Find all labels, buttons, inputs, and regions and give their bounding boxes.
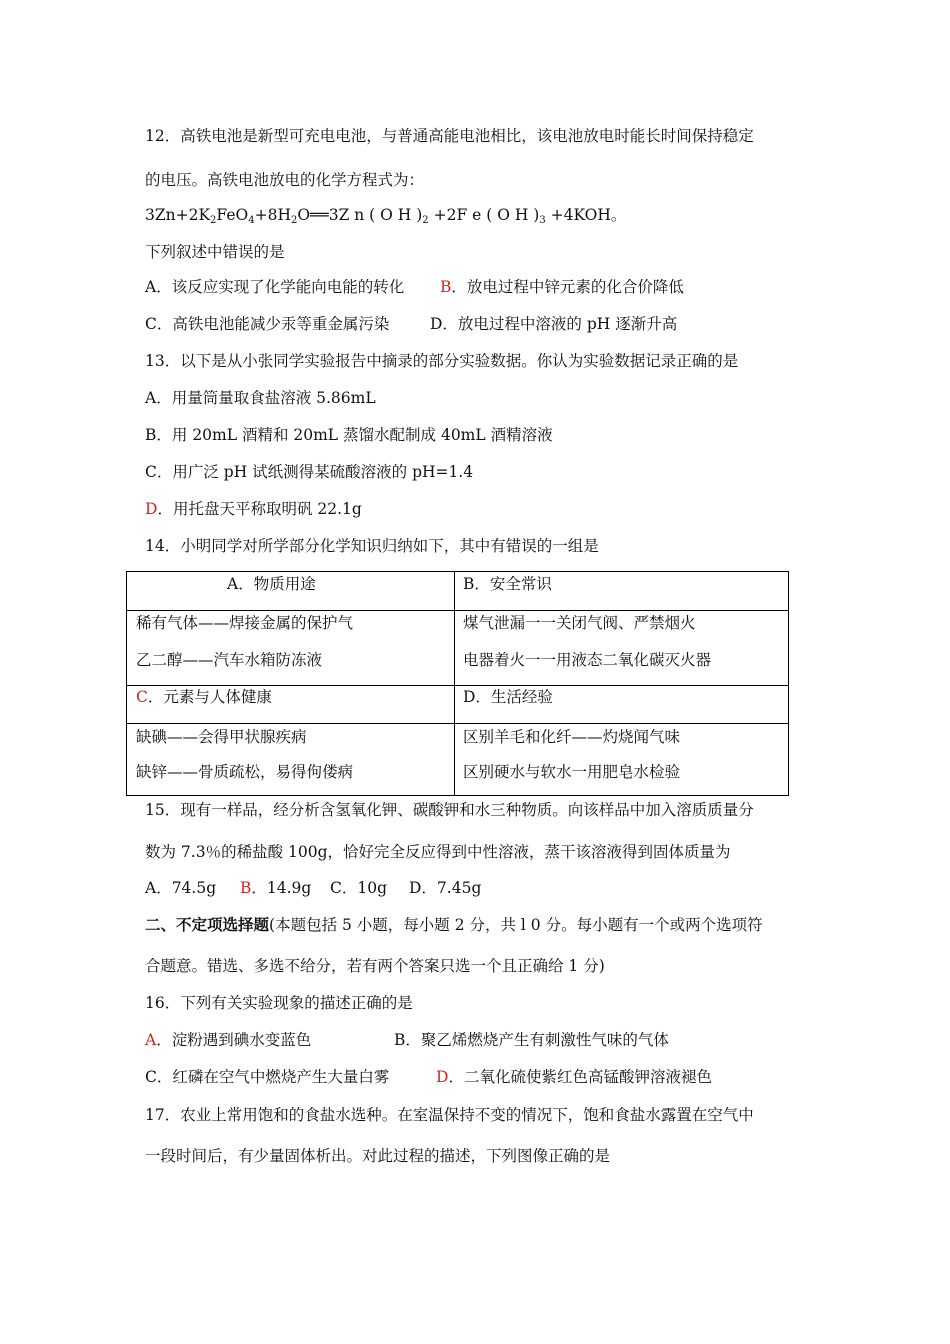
q12-option-a: A．该反应实现了化学能向电能的转化: [145, 278, 405, 296]
eq-subscript: 2: [290, 215, 298, 226]
option-text: ．用托盘天平称取明矾 22.1g: [157, 500, 362, 518]
q14-knowledge-table: [126, 571, 789, 796]
option-text: ．14.9g: [251, 879, 312, 897]
option-text: ．淀粉遇到碘水变蓝色: [156, 1031, 312, 1049]
q15-stem-line1: 15．现有一样品，经分析含氢氧化钾、碳酸钾和水三种物质。向该样品中加入溶质质量分: [145, 801, 754, 819]
section2-heading: [145, 915, 763, 935]
section-description: (本题包括 5 小题，每小题 2 分，共 l 0 分。每小题有一个或两个选项符: [269, 916, 763, 934]
table-cell-c2: 缺锌——骨质疏松，易得佝偻病: [136, 763, 354, 781]
table-header-c: [136, 687, 272, 707]
answer-letter: D: [145, 500, 158, 518]
q12-prompt: 下列叙述中错误的是: [145, 243, 285, 261]
answer-letter: C: [136, 688, 148, 706]
table-divider: [127, 723, 788, 724]
table-cell-a1: 稀有气体——焊接金属的保护气: [136, 614, 354, 632]
table-cell-a2: 乙二醇——汽车水箱防冻液: [136, 651, 323, 669]
q15-option-c: C．10g: [330, 879, 388, 897]
q16-stem: 16．下列有关实验现象的描述正确的是: [145, 994, 413, 1012]
q17-stem-line2: 一段时间后，有少量固体析出。对此过程的描述，下列图像正确的是: [145, 1147, 611, 1165]
q16-option-b: B．聚乙烯燃烧产生有刺激性气味的气体: [394, 1031, 669, 1049]
eq-part: O══3Z n ( O H ): [297, 206, 423, 224]
option-text: ．二氧化硫使紫红色高锰酸钾溶液褪色: [448, 1068, 712, 1086]
table-divider: [127, 610, 788, 611]
eq-part: +8H: [254, 206, 291, 224]
table-header-a: A．物质用途: [227, 575, 316, 593]
eq-part: +2F e ( O H ): [428, 206, 540, 224]
q13-stem: 13．以下是从小张同学实验报告中摘录的部分实验数据。你认为实验数据记录正确的是: [145, 352, 739, 370]
q12-stem-line1: 12．高铁电池是新型可充电电池，与普通高能电池相比，该电池放电时能长时间保持稳定: [145, 127, 754, 145]
q15-option-a: A．74.5g: [145, 879, 217, 897]
q16-option-c: C．红磷在空气中燃烧产生大量白雾: [145, 1068, 390, 1086]
option-text: ．放电过程中锌元素的化合价降低: [451, 278, 684, 296]
section-title: 二、不定项选择题: [145, 915, 270, 934]
q14-stem: 14．小明同学对所学部分化学知识归纳如下，其中有错误的一组是: [145, 537, 599, 555]
table-divider: [127, 685, 788, 686]
q12-option-b: [440, 277, 684, 297]
section2-description-line2: 合题意。错选、多选不给分，若有两个答案只选一个且正确给 1 分): [145, 957, 605, 975]
q12-option-d: D．放电过程中溶液的 pH 逐渐升高: [430, 315, 678, 333]
eq-part: 3Zn+2K: [145, 206, 211, 224]
answer-letter: B: [440, 278, 452, 296]
table-cell-d2: 区别硬水与软水一用肥皂水检验: [463, 763, 681, 781]
q13-option-a: A．用量筒量取食盐溶液 5.86mL: [145, 389, 376, 407]
table-cell-c1: 缺碘——会得甲状腺疾病: [136, 728, 307, 746]
table-cell-b1: 煤气泄漏一一关闭气阀、严禁烟火: [463, 614, 696, 632]
table-divider: [454, 572, 455, 795]
table-cell-d1: 区别羊毛和化纤——灼烧闻气味: [463, 728, 681, 746]
q13-option-d: [145, 499, 362, 519]
table-header-b: B．安全常识: [463, 575, 552, 593]
eq-subscript: 3: [539, 215, 546, 226]
answer-letter: B: [240, 879, 252, 897]
eq-subscript: 2: [210, 215, 217, 226]
q12-stem-line2: 的电压。高铁电池放电的化学方程式为：: [145, 171, 425, 189]
q16-option-d: [436, 1067, 712, 1087]
q17-stem-line1: 17．农业上常用饱和的食盐水选种。在室温保持不变的情况下，饱和食盐水露置在空气中: [145, 1106, 754, 1124]
q15-stem-line2: 数为 7.3％的稀盐酸 100g，恰好完全反应得到中性溶液，蒸干该溶液得到固体质量为: [145, 843, 731, 861]
table-header-d: D．生活经验: [463, 688, 553, 706]
q15-option-d: D．7.45g: [409, 879, 482, 897]
q13-option-b: B．用 20mL 酒精和 20mL 蒸馏水配制成 40mL 酒精溶液: [145, 426, 553, 444]
header-text: ．元素与人体健康: [147, 688, 272, 706]
answer-letter: D: [436, 1068, 449, 1086]
eq-part: FeO: [216, 206, 249, 224]
q13-option-c: C．用广泛 pH 试纸测得某硫酸溶液的 pH=1.4: [145, 463, 474, 481]
q12-option-c: C．高铁电池能减少汞等重金属污染: [145, 315, 390, 333]
table-cell-b2: 电器着火一一用液态二氧化碳灭火器: [463, 651, 712, 669]
q12-equation: [145, 205, 626, 231]
eq-subscript: 4: [248, 215, 255, 226]
eq-subscript: 2: [422, 215, 429, 226]
answer-letter: A: [145, 1031, 157, 1049]
q16-option-a: [145, 1030, 311, 1050]
eq-part: +4KOH。: [545, 206, 627, 224]
q15-option-b: [240, 878, 311, 898]
